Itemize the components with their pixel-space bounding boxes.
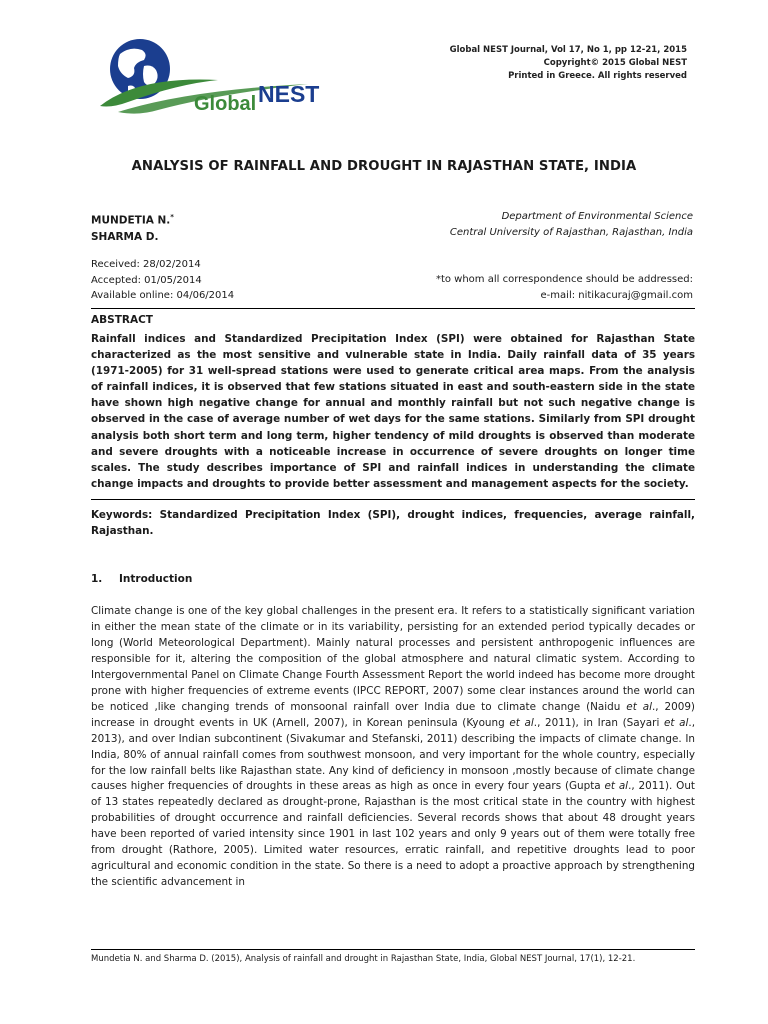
corresponding-mark: * [170, 213, 174, 221]
introduction-paragraph: Climate change is one of the key global challenges in the present era. It refers to a statistically significant variation in either the mean state of the climate or in its variability, persisting for an extended period typically decades or long (World Meteorological Department). Mainly natural processes and persistent anthropogenic influences are responsible for it, altering the composition of the global atmosphere and natural climatic system. According to Intergovernmental Panel on Climate Change Fourth Assessment Report the world indeed has become more drought prone with higher frequencies of extreme events (IPCC REPORT, 2007) some clear instances around the world can be noticed ,like changing trends of monsoonal rainfall over India due to climate change (Naidu et al., 2009) increase in drought events in UK (Arnell, 2007), in Korean peninsula (Kyoung et al., 2011), in Iran (Sayari et al., 2013), and over Indian subcontinent (Sivakumar and Stefanski, 2011) describing the impacts of climate change. In India, 80% of annual rainfall comes from southwest monsoon, and very important for the whole country, especially for the low rainfall belts like Rajasthan state. Any kind of deficiency in monsoon ,mostly because of climate change causes higher frequencies of droughts in these areas as high as once in every four years (Gupta et al., 2011). Out of 13 states repeatedly declared as drought-prone, Rajasthan is the most critical state in the country with highest probabilities of drought occurrence and rainfall deficiencies. Several records shows that about 48 drought years have been reported of varied intensity since 1901 in last 102 years and only 9 years out of them were totally free from drought (Rathore, 2005). Limited water resources, erratic rainfall, and repetitive droughts lead to poor agricultural and economic condition in the state. So there is a need to adopt a proactive approach by strengthening the scientific advancement in [91, 605, 696, 889]
author-2: SHARMA D. [91, 230, 159, 243]
affiliation-department: Department of Environmental Science [501, 211, 693, 222]
online-date: Available online: 04/06/2014 [91, 290, 235, 301]
journal-info [450, 44, 687, 83]
section-number: 1. [91, 573, 103, 585]
globe-icon [98, 36, 360, 118]
accepted-date: Accepted: 01/05/2014 [91, 274, 202, 286]
affiliation [450, 209, 693, 241]
footer-divider [91, 949, 695, 950]
global-nest-logo [98, 36, 360, 118]
correspondence-note: *to whom all correspondence should be addressed: [435, 274, 693, 285]
section-heading-introduction [91, 573, 192, 585]
journal-line: Global NEST Journal, Vol 17, No 1, pp 12-21, 2015 [449, 45, 687, 55]
footer-citation: Mundetia N. and Sharma D. (2015), Analysis of rainfall and drought in Rajasthan State, India, Global NEST Journal, 17(1), 12-21. [91, 954, 636, 964]
abstract-heading: ABSTRACT [91, 314, 153, 326]
author-list [91, 209, 174, 245]
divider [91, 499, 695, 500]
author-1: MUNDETIA N.* [91, 213, 174, 227]
keywords [91, 507, 695, 539]
keywords-text: Standardized Precipitation Index (SPI), drought indices, frequencies, average rainfall, Rajasthan. [91, 509, 695, 538]
logo-text-global: Global [194, 93, 257, 115]
article-dates [91, 257, 234, 304]
divider [91, 308, 695, 309]
correspondence [436, 272, 693, 303]
logo-text-nest: NEST [258, 81, 320, 107]
keywords-label: Keywords: [91, 509, 153, 521]
abstract-text: Rainfall indices and Standardized Precipitation Index (SPI) were obtained for Rajasthan State characterized as the most sensitive and vulnerable state in India. Daily rainfall data of 35 years (1971-2005) for 31 well-spread stations were used to generate critical area maps. From the analysis of rainfall indices, it is observed that few stations situated in east and south-eastern side in the state have shown high negative change for annual and monthly rainfall but not such negative change is observed in the case of average number of wet days for the same stations. Similarly from SPI drought analysis both short term and long term, higher tendency of mild droughts is observed than moderate and severe droughts with a noticeable increase in occurrence of severe droughts on longer time scales. The study describes importance of SPI and rainfall indices in understanding the climate change impacts and droughts to provide better assessment and management aspects for the society. [91, 333, 695, 490]
affiliation-university: Central University of Rajasthan, Rajasthan, India [449, 227, 693, 238]
received-date: Received: 28/02/2014 [91, 259, 201, 270]
correspondence-email[interactable]: e-mail: nitikacuraj@gmail.com [540, 289, 693, 301]
copyright-line: Copyright© 2015 Global NEST [543, 58, 687, 68]
printed-line: Printed in Greece. All rights reserved [508, 71, 687, 81]
paper-title: ANALYSIS OF RAINFALL AND DROUGHT IN RAJASTHAN STATE, INDIA [131, 159, 637, 174]
section-title: Introduction [119, 573, 193, 585]
